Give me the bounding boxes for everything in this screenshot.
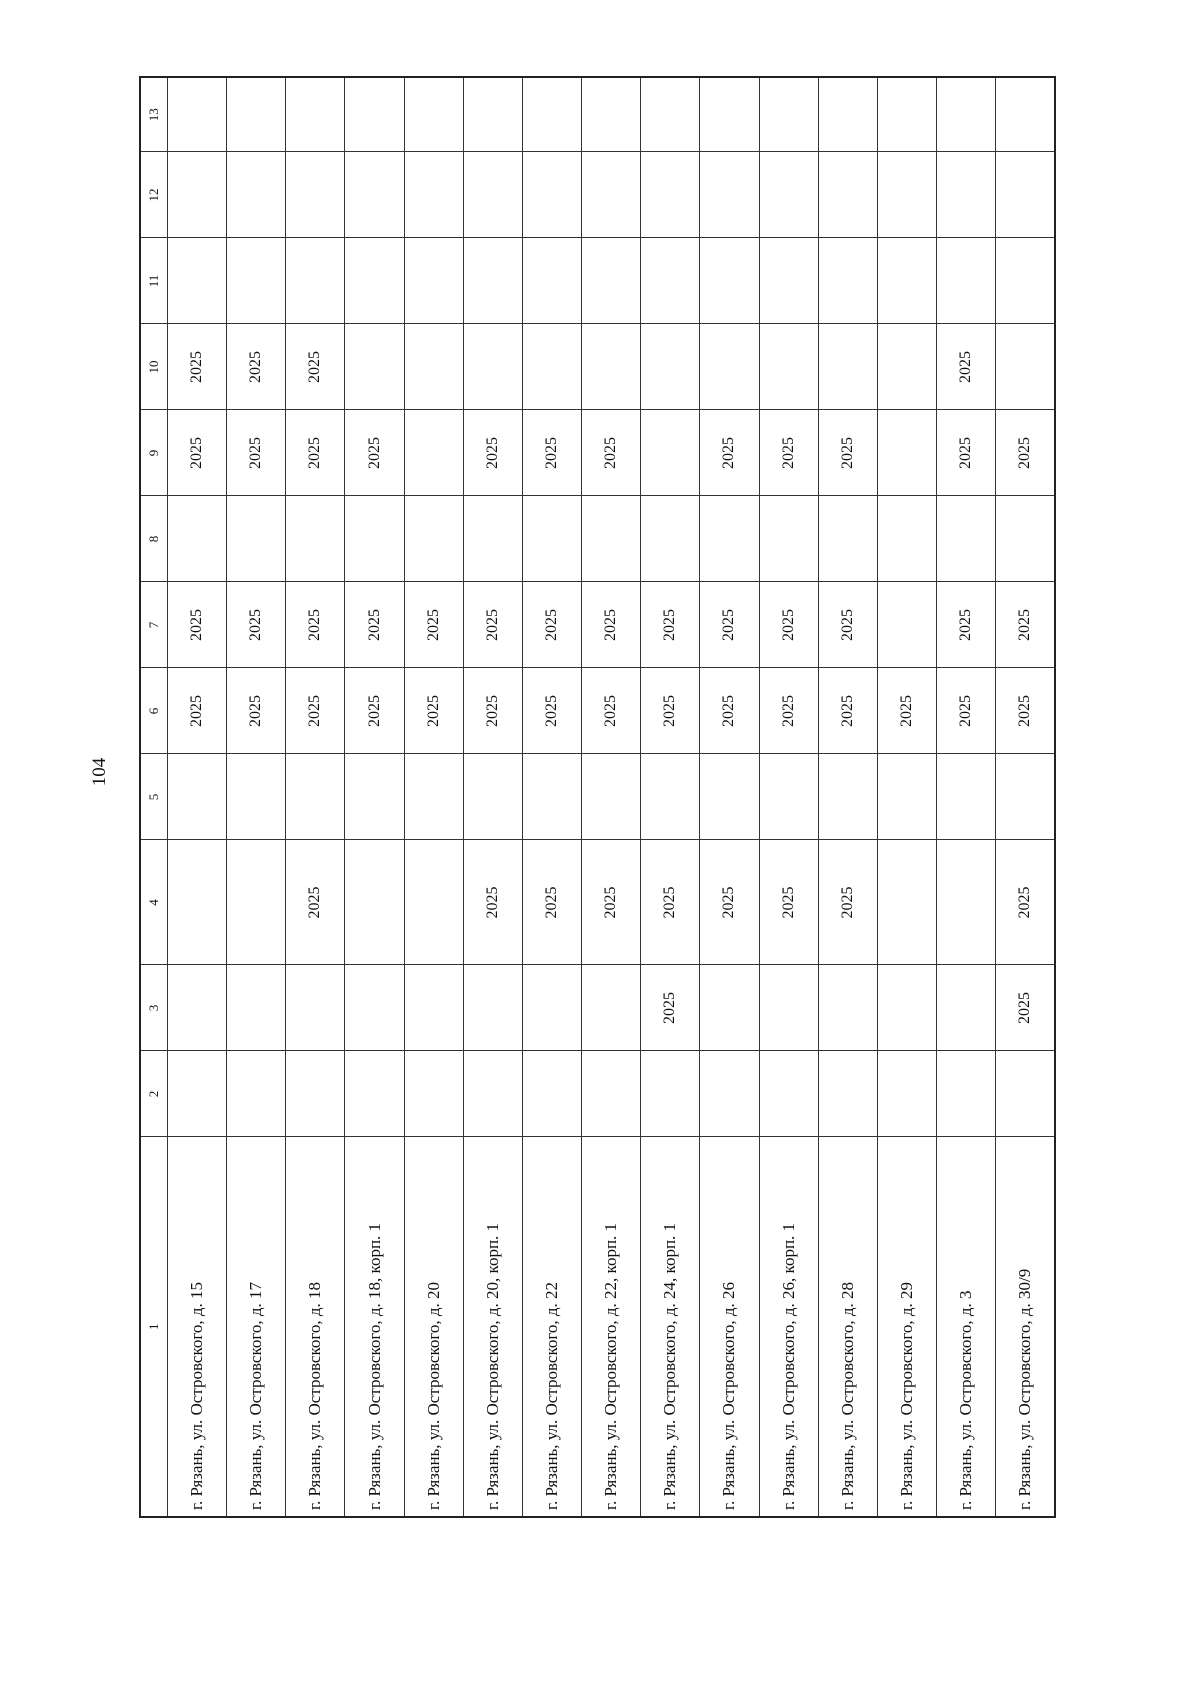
header-row — [140, 77, 168, 1517]
year-cell — [937, 1051, 996, 1137]
year-cell: 2025 — [522, 410, 581, 496]
column-header-13: 13 — [140, 77, 168, 152]
year-cell — [168, 496, 227, 582]
year-cell: 2025 — [818, 668, 877, 754]
address-cell: г. Рязань, ул. Островского, д. 29 — [877, 1137, 936, 1517]
year-cell — [286, 496, 345, 582]
year-cell: 2025 — [463, 668, 522, 754]
year-cell — [641, 324, 700, 410]
table-row — [818, 77, 877, 1517]
year-cell — [404, 965, 463, 1051]
year-cell — [463, 1051, 522, 1137]
year-cell — [522, 496, 581, 582]
column-header-9: 9 — [140, 410, 168, 496]
year-cell — [582, 77, 641, 152]
year-cell — [818, 1051, 877, 1137]
year-cell: 2025 — [937, 582, 996, 668]
year-cell — [345, 965, 404, 1051]
year-cell: 2025 — [168, 668, 227, 754]
year-cell — [522, 238, 581, 324]
year-cell: 2025 — [996, 582, 1055, 668]
year-cell — [582, 152, 641, 238]
year-cell — [759, 77, 818, 152]
year-cell: 2025 — [996, 840, 1055, 965]
data-table — [139, 76, 1056, 1518]
column-header-5: 5 — [140, 754, 168, 840]
year-cell: 2025 — [227, 410, 286, 496]
year-cell — [404, 496, 463, 582]
year-cell: 2025 — [818, 582, 877, 668]
year-cell — [286, 754, 345, 840]
column-header-7: 7 — [140, 582, 168, 668]
address-cell: г. Рязань, ул. Островского, д. 3 — [937, 1137, 996, 1517]
year-cell — [522, 754, 581, 840]
year-cell — [700, 324, 759, 410]
year-cell — [877, 77, 936, 152]
year-cell — [700, 496, 759, 582]
year-cell — [227, 496, 286, 582]
year-cell — [168, 754, 227, 840]
year-cell: 2025 — [818, 410, 877, 496]
address-cell: г. Рязань, ул. Островского, д. 20, корп. 1 — [463, 1137, 522, 1517]
year-cell — [522, 965, 581, 1051]
year-cell — [759, 152, 818, 238]
year-cell — [818, 77, 877, 152]
address-cell: г. Рязань, ул. Островского, д. 18, корп. 1 — [345, 1137, 404, 1517]
year-cell: 2025 — [582, 410, 641, 496]
year-cell — [582, 965, 641, 1051]
year-cell — [641, 77, 700, 152]
year-cell — [641, 496, 700, 582]
year-cell: 2025 — [937, 668, 996, 754]
year-cell — [286, 238, 345, 324]
year-cell — [345, 1051, 404, 1137]
year-cell: 2025 — [286, 582, 345, 668]
year-cell — [996, 238, 1055, 324]
year-cell: 2025 — [759, 840, 818, 965]
year-cell — [937, 965, 996, 1051]
year-cell: 2025 — [345, 668, 404, 754]
table-row — [522, 77, 581, 1517]
year-cell — [700, 965, 759, 1051]
year-cell: 2025 — [700, 840, 759, 965]
year-cell: 2025 — [463, 410, 522, 496]
year-cell: 2025 — [345, 582, 404, 668]
year-cell — [345, 152, 404, 238]
year-cell: 2025 — [818, 840, 877, 965]
year-cell — [759, 1051, 818, 1137]
year-cell — [700, 152, 759, 238]
year-cell — [818, 754, 877, 840]
year-cell — [345, 77, 404, 152]
year-cell — [759, 965, 818, 1051]
year-cell — [700, 238, 759, 324]
address-cell: г. Рязань, ул. Островского, д. 26 — [700, 1137, 759, 1517]
table-row — [937, 77, 996, 1517]
year-cell — [996, 77, 1055, 152]
year-cell: 2025 — [404, 582, 463, 668]
year-cell — [404, 840, 463, 965]
year-cell — [937, 754, 996, 840]
table-row — [286, 77, 345, 1517]
year-cell — [345, 840, 404, 965]
year-cell: 2025 — [582, 668, 641, 754]
year-cell — [996, 324, 1055, 410]
table-row — [759, 77, 818, 1517]
year-cell: 2025 — [227, 668, 286, 754]
table-row — [168, 77, 227, 1517]
year-cell — [227, 965, 286, 1051]
year-cell: 2025 — [996, 668, 1055, 754]
year-cell: 2025 — [700, 668, 759, 754]
year-cell — [168, 1051, 227, 1137]
table-row — [877, 77, 936, 1517]
year-cell — [996, 496, 1055, 582]
table-row — [641, 77, 700, 1517]
table-header — [140, 77, 168, 1517]
year-cell — [937, 840, 996, 965]
year-cell — [877, 238, 936, 324]
year-cell — [522, 1051, 581, 1137]
year-cell: 2025 — [404, 668, 463, 754]
address-cell: г. Рязань, ул. Островского, д. 17 — [227, 1137, 286, 1517]
year-cell — [404, 77, 463, 152]
address-cell: г. Рязань, ул. Островского, д. 15 — [168, 1137, 227, 1517]
year-cell — [345, 754, 404, 840]
year-cell — [286, 152, 345, 238]
address-cell: г. Рязань, ул. Островского, д. 24, корп. 1 — [641, 1137, 700, 1517]
column-header-1: 1 — [140, 1137, 168, 1517]
year-cell — [286, 1051, 345, 1137]
year-cell — [227, 1051, 286, 1137]
column-header-12: 12 — [140, 152, 168, 238]
year-cell — [227, 77, 286, 152]
year-cell: 2025 — [522, 582, 581, 668]
year-cell — [582, 1051, 641, 1137]
year-cell — [759, 324, 818, 410]
year-cell — [463, 77, 522, 152]
year-cell — [345, 324, 404, 410]
year-cell — [818, 324, 877, 410]
year-cell: 2025 — [641, 965, 700, 1051]
address-cell: г. Рязань, ул. Островского, д. 22, корп. 1 — [582, 1137, 641, 1517]
year-cell — [700, 754, 759, 840]
year-cell: 2025 — [641, 840, 700, 965]
year-cell: 2025 — [937, 324, 996, 410]
year-cell: 2025 — [286, 840, 345, 965]
year-cell: 2025 — [700, 582, 759, 668]
year-cell — [345, 238, 404, 324]
column-header-3: 3 — [140, 965, 168, 1051]
year-cell — [641, 410, 700, 496]
year-cell — [404, 152, 463, 238]
year-cell: 2025 — [937, 410, 996, 496]
year-cell — [168, 965, 227, 1051]
year-cell: 2025 — [345, 410, 404, 496]
page-number: 104 — [89, 757, 110, 787]
column-header-10: 10 — [140, 324, 168, 410]
year-cell — [404, 1051, 463, 1137]
year-cell: 2025 — [168, 582, 227, 668]
table-row — [227, 77, 286, 1517]
year-cell — [818, 965, 877, 1051]
year-cell — [168, 77, 227, 152]
year-cell — [641, 754, 700, 840]
year-cell: 2025 — [759, 668, 818, 754]
year-cell — [463, 496, 522, 582]
year-cell: 2025 — [168, 410, 227, 496]
year-cell — [937, 77, 996, 152]
column-header-2: 2 — [140, 1051, 168, 1137]
year-cell — [641, 152, 700, 238]
year-cell — [582, 754, 641, 840]
year-cell — [877, 840, 936, 965]
year-cell: 2025 — [641, 582, 700, 668]
year-cell — [818, 496, 877, 582]
year-cell — [700, 77, 759, 152]
year-cell: 2025 — [641, 668, 700, 754]
year-cell — [227, 238, 286, 324]
year-cell: 2025 — [168, 324, 227, 410]
year-cell — [877, 754, 936, 840]
year-cell — [877, 965, 936, 1051]
year-cell: 2025 — [286, 410, 345, 496]
year-cell — [641, 238, 700, 324]
year-cell — [522, 152, 581, 238]
year-cell — [168, 840, 227, 965]
year-cell: 2025 — [463, 840, 522, 965]
year-cell — [582, 238, 641, 324]
year-cell — [582, 324, 641, 410]
year-cell — [759, 238, 818, 324]
year-cell — [641, 1051, 700, 1137]
table-row — [996, 77, 1055, 1517]
year-cell — [404, 238, 463, 324]
year-cell: 2025 — [286, 668, 345, 754]
year-cell — [877, 1051, 936, 1137]
year-cell — [818, 238, 877, 324]
year-cell — [877, 496, 936, 582]
column-header-11: 11 — [140, 238, 168, 324]
year-cell — [877, 152, 936, 238]
year-cell — [463, 965, 522, 1051]
year-cell — [759, 754, 818, 840]
year-cell: 2025 — [286, 324, 345, 410]
year-cell — [937, 496, 996, 582]
table-row — [700, 77, 759, 1517]
year-cell — [463, 754, 522, 840]
year-cell — [227, 754, 286, 840]
address-cell: г. Рязань, ул. Островского, д. 18 — [286, 1137, 345, 1517]
year-cell — [522, 77, 581, 152]
year-cell — [759, 496, 818, 582]
year-cell — [463, 324, 522, 410]
column-header-4: 4 — [140, 840, 168, 965]
table-body — [168, 77, 1056, 1517]
year-cell — [168, 152, 227, 238]
year-cell — [937, 238, 996, 324]
year-cell — [404, 410, 463, 496]
year-cell: 2025 — [227, 582, 286, 668]
year-cell — [818, 152, 877, 238]
address-cell: г. Рязань, ул. Островского, д. 26, корп. 1 — [759, 1137, 818, 1517]
table-row — [404, 77, 463, 1517]
year-cell — [996, 152, 1055, 238]
year-cell: 2025 — [582, 582, 641, 668]
year-cell — [937, 152, 996, 238]
table-row — [463, 77, 522, 1517]
year-cell: 2025 — [700, 410, 759, 496]
address-cell: г. Рязань, ул. Островского, д. 28 — [818, 1137, 877, 1517]
year-cell — [286, 77, 345, 152]
address-cell: г. Рязань, ул. Островского, д. 22 — [522, 1137, 581, 1517]
column-header-6: 6 — [140, 668, 168, 754]
year-cell: 2025 — [522, 840, 581, 965]
address-cell: г. Рязань, ул. Островского, д. 20 — [404, 1137, 463, 1517]
table-row — [345, 77, 404, 1517]
year-cell — [700, 1051, 759, 1137]
year-cell — [168, 238, 227, 324]
column-header-8: 8 — [140, 496, 168, 582]
year-cell — [582, 496, 641, 582]
year-cell — [463, 152, 522, 238]
year-cell: 2025 — [759, 582, 818, 668]
year-cell: 2025 — [582, 840, 641, 965]
year-cell: 2025 — [996, 410, 1055, 496]
year-cell — [286, 965, 345, 1051]
year-cell — [877, 324, 936, 410]
year-cell — [996, 754, 1055, 840]
year-cell — [877, 582, 936, 668]
table-row — [582, 77, 641, 1517]
year-cell: 2025 — [877, 668, 936, 754]
year-cell: 2025 — [522, 668, 581, 754]
year-cell — [463, 238, 522, 324]
year-cell: 2025 — [227, 324, 286, 410]
year-cell — [522, 324, 581, 410]
year-cell — [877, 410, 936, 496]
year-cell — [227, 840, 286, 965]
year-cell: 2025 — [463, 582, 522, 668]
year-cell — [227, 152, 286, 238]
year-cell — [404, 324, 463, 410]
year-cell — [345, 496, 404, 582]
year-cell: 2025 — [996, 965, 1055, 1051]
year-cell: 2025 — [759, 410, 818, 496]
year-cell — [404, 754, 463, 840]
year-cell — [996, 1051, 1055, 1137]
address-cell: г. Рязань, ул. Островского, д. 30/9 — [996, 1137, 1055, 1517]
data-table-rotated — [139, 98, 1056, 1518]
